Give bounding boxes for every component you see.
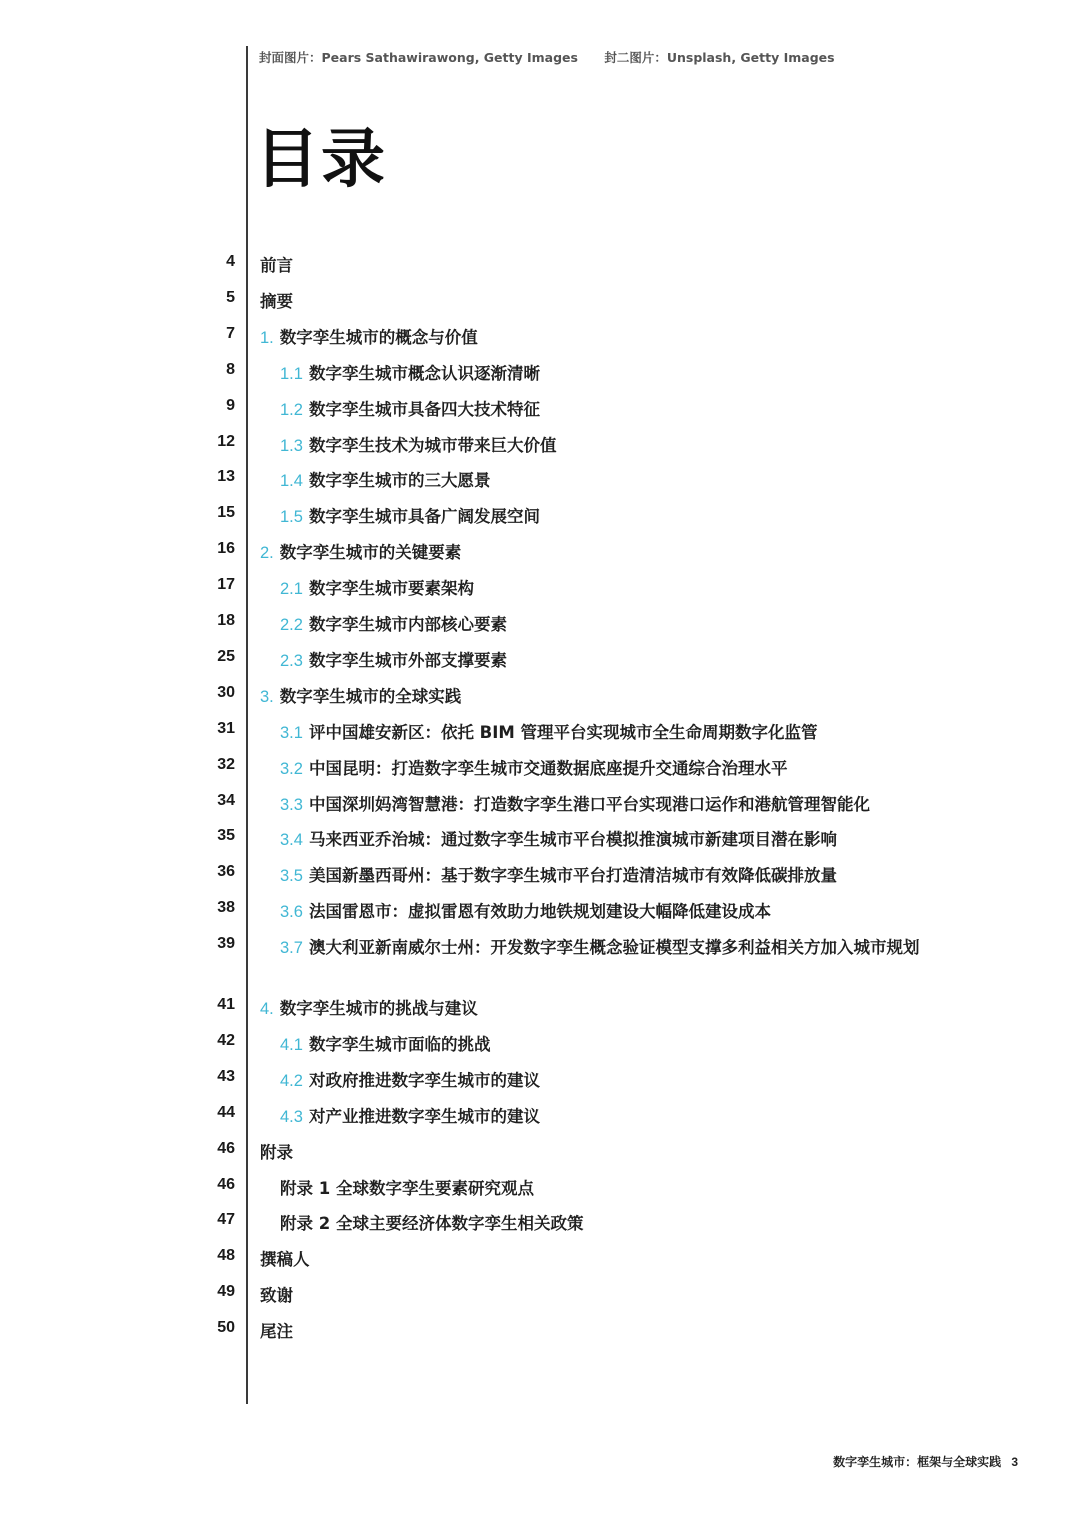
toc-entry-text: [280, 648, 507, 674]
toc-entry-text: [280, 1176, 534, 1201]
toc-entry-text: [280, 1104, 540, 1130]
toc-page-number: 49: [217, 1283, 235, 1301]
toc-page-number: 39: [217, 935, 235, 953]
toc-title: 数字孪生城市的概念与价值: [279, 327, 478, 347]
toc-page-number: 41: [217, 996, 235, 1013]
toc-page-number: 47: [217, 1211, 235, 1229]
toc-section-number: 3.1: [280, 723, 303, 742]
toc-title: 数字孪生城市的三大愿景: [308, 471, 491, 491]
toc-title: 撰稿人: [260, 1250, 310, 1270]
toc-page-number: 32: [217, 755, 235, 773]
toc-page-number: 34: [217, 791, 235, 809]
toc-title: 中国深圳妈湾智慧港：打造数字孪生港口平台实现港口运作和港航管理智能化: [308, 794, 870, 814]
toc-entry-text: [260, 1140, 293, 1165]
footer-title: 数字孪生城市：框架与全球实践: [833, 1455, 1002, 1469]
toc-page-number: 31: [217, 719, 235, 737]
toc-entry-text: [280, 504, 540, 530]
toc-title: 致谢: [260, 1286, 293, 1306]
toc-page-number: 9: [226, 396, 235, 414]
toc-title: 法国雷恩市：虚拟雷恩有效助力地铁规划建设大幅降低建设成本: [308, 902, 771, 922]
toc-section-number: 3.2: [280, 759, 303, 778]
toc-entry-text: [280, 863, 837, 889]
toc-entry-text: [280, 756, 787, 782]
toc-page-number: 42: [217, 1031, 235, 1049]
toc-section-number: 4.: [260, 1000, 274, 1018]
toc-page-number: 18: [217, 612, 235, 629]
toc-entry-text: [260, 1283, 293, 1308]
toc-entry-text: [260, 1247, 310, 1272]
toc-page-number: 46: [217, 1175, 235, 1193]
toc-section-number: 2.: [260, 544, 274, 563]
toc-page-number: 4: [226, 253, 235, 270]
toc-page-number: 38: [217, 899, 235, 917]
toc-section-number: 3.3: [280, 795, 303, 814]
cover-credit: 封面图片：Pears Sathawirawong, Getty Images: [259, 50, 578, 65]
toc-title: 中国昆明：打造数字孪生城市交通数据底座提升交通综合治理水平: [308, 758, 788, 778]
toc-title: 数字孪生城市概念认识逐渐清晰: [308, 363, 540, 383]
toc-entry-text: [260, 325, 478, 351]
toc-section-number: 2.2: [280, 616, 303, 634]
toc-page-number: 48: [217, 1247, 235, 1265]
toc-entry-text: [260, 684, 461, 710]
footer-page-number: 3: [1011, 1455, 1018, 1469]
toc-title: 数字孪生技术为城市带来巨大价值: [308, 435, 557, 455]
toc-page-number: 7: [226, 324, 235, 342]
toc-entry-text: [260, 253, 293, 278]
toc-page-number: 8: [226, 360, 235, 378]
toc-entry-text: [280, 827, 837, 853]
toc-title: 数字孪生城市面临的挑战: [308, 1034, 491, 1054]
toc-page-number: 25: [217, 647, 235, 665]
toc-page-number: 44: [217, 1103, 235, 1121]
toc-entry-text: [280, 361, 540, 387]
toc-page-number: 50: [217, 1319, 235, 1337]
toc-title: 评中国雄安新区：依托 BIM 管理平台实现城市全生命周期数字化监管: [308, 722, 818, 742]
toc-section-number: 3.5: [280, 867, 303, 886]
toc-page-number: 13: [217, 468, 235, 486]
toc-section-number: 3.6: [280, 903, 303, 922]
toc-entry-text: [280, 612, 507, 638]
page-title: 目录: [255, 123, 387, 197]
toc-title: 附录 1 全球数字孪生要素研究观点: [280, 1178, 534, 1198]
toc-page-number: 43: [217, 1067, 235, 1085]
toc-title: 数字孪生城市的关键要素: [279, 543, 462, 563]
toc-entry-text: [260, 1319, 293, 1344]
toc-title: 数字孪生城市具备四大技术特征: [308, 399, 540, 419]
toc-title: 尾注: [260, 1322, 293, 1342]
toc-page-number: 12: [217, 432, 235, 450]
toc-title: 对产业推进数字孪生城市的建议: [308, 1106, 540, 1126]
toc-title: 数字孪生城市外部支撑要素: [308, 650, 507, 670]
toc-entry-text: [280, 576, 474, 602]
toc-section-number: 1.1: [280, 364, 303, 383]
toc-title: 马来西亚乔治城：通过数字孪生城市平台模拟推演城市新建项目潜在影响: [308, 830, 837, 850]
toc-title: 澳大利亚新南威尔士州：开发数字孪生概念验证模型支撑多利益相关方加入城市规划: [308, 938, 920, 958]
toc-title: 数字孪生城市的全球实践: [279, 686, 462, 706]
toc-section-number: 1.4: [280, 472, 303, 491]
toc-page-number: 5: [226, 288, 235, 306]
toc-section-number: 3.7: [280, 939, 303, 958]
toc-entry-text: [280, 433, 556, 459]
toc-title: 数字孪生城市要素架构: [308, 579, 474, 599]
toc-page-number: 17: [217, 576, 235, 594]
toc-entry-text: [280, 1032, 490, 1058]
toc-entry-text: [280, 935, 952, 961]
toc-section-number: 2.3: [280, 651, 303, 670]
toc-section-number: 4.1: [280, 1035, 303, 1054]
toc-section-number: 1.: [260, 328, 274, 347]
toc-entry-text: [280, 397, 540, 423]
toc-title: 前言: [260, 256, 293, 275]
toc-title: 数字孪生城市的挑战与建议: [279, 999, 478, 1018]
toc-page-number: 35: [217, 827, 235, 845]
cover2-credit: 封二图片：Unsplash, Getty Images: [604, 50, 835, 65]
page-footer: [833, 1453, 1018, 1470]
toc-entry-text: [280, 1068, 540, 1094]
toc-section-number: 2.1: [280, 580, 303, 599]
toc-page-number: 15: [217, 504, 235, 522]
toc-section-number: 4.3: [280, 1107, 303, 1126]
toc-page-number: 46: [217, 1139, 235, 1157]
toc-page-number: 36: [217, 863, 235, 881]
toc-title: 数字孪生城市具备广阔发展空间: [308, 507, 540, 527]
toc-section-number: 1.5: [280, 508, 303, 527]
toc-entry-text: [280, 720, 818, 746]
toc-section-number: 3.: [260, 687, 274, 706]
toc-entry-text: [260, 996, 478, 1022]
image-credits: [259, 48, 857, 66]
toc-section-number: 1.3: [280, 436, 303, 455]
toc-entry-text: [280, 468, 490, 494]
toc-section-number: 4.2: [280, 1071, 303, 1090]
toc-entry-text: [280, 792, 870, 818]
toc-entry-text: [280, 899, 771, 925]
toc-section-number: 3.4: [280, 831, 303, 850]
toc-entry-text: [260, 540, 461, 566]
toc-section-number: 1.2: [280, 400, 303, 419]
toc-entry-text: [260, 289, 293, 314]
toc-title: 美国新墨西哥州：基于数字孪生城市平台打造清洁城市有效降低碳排放量: [308, 866, 837, 886]
toc-title: 附录: [260, 1142, 293, 1162]
toc-title: 数字孪生城市内部核心要素: [308, 615, 507, 634]
toc-title: 附录 2 全球主要经济体数字孪生相关政策: [280, 1214, 584, 1234]
toc-page-number: 30: [217, 683, 235, 701]
margin-rule: [246, 46, 248, 1404]
toc-title: 对政府推进数字孪生城市的建议: [308, 1070, 540, 1090]
toc-title: 摘要: [260, 291, 293, 311]
toc-entry-text: [280, 1211, 583, 1236]
toc-page-number: 16: [217, 540, 235, 558]
